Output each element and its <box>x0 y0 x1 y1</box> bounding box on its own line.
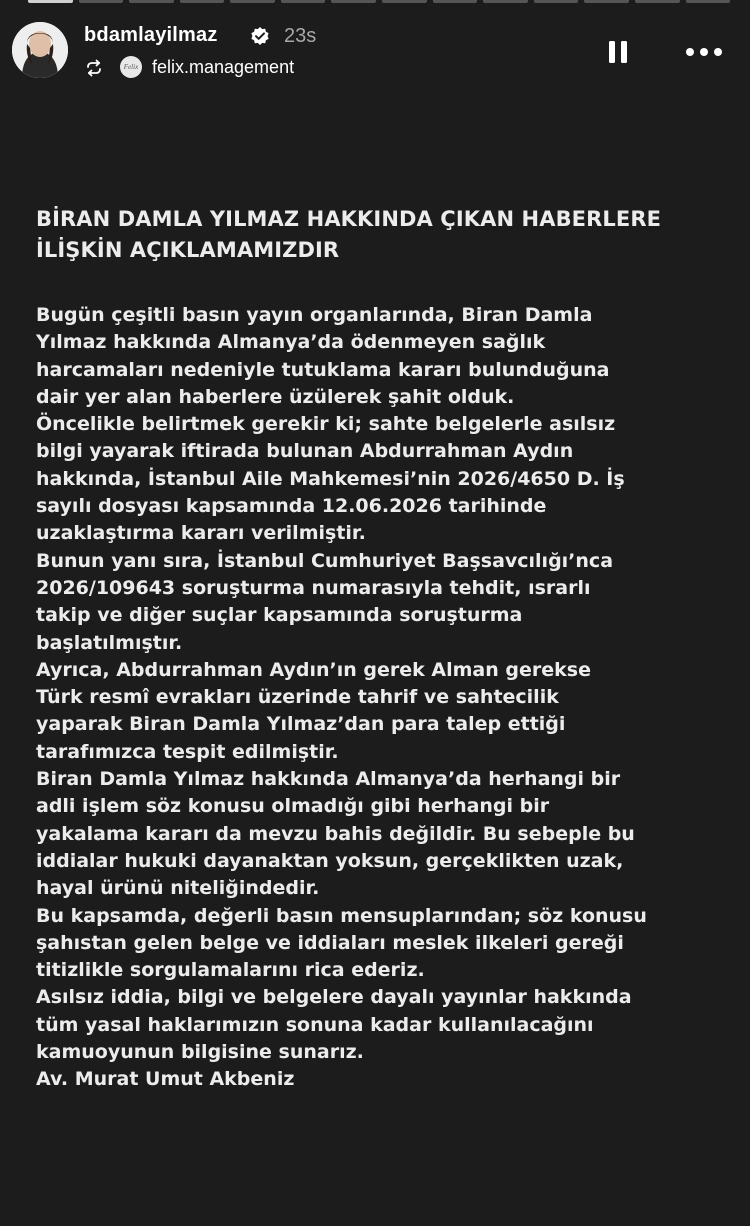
statement-line: Asılsız iddia, bilgi ve belgelere dayalı yayınlar hakkında <box>36 986 632 1009</box>
partner-account-link[interactable]: felix.management <box>152 57 295 77</box>
post-time: 23s <box>284 25 317 47</box>
statement-line: bilgi yayarak iftirada bulunan Abdurrahman Aydın <box>36 440 574 463</box>
statement-line: yaparak Biran Damla Yılmaz’dan para talep ettiği <box>36 713 566 736</box>
statement-line: uzaklaştırma kararı verilmiştir. <box>36 522 366 545</box>
statement-line: başlatılmıştır. <box>36 631 183 654</box>
statement-line: sayılı dosyası kapsamında 12.06.2026 tarihinde <box>36 495 547 518</box>
statement-signature: Av. Murat Umut Akbeniz <box>36 1068 295 1091</box>
statement-line: tüm yasal haklarımızın sonuna kadar kullanılacağını <box>36 1013 594 1036</box>
progress-segment <box>331 0 376 3</box>
statement-line: Bu kapsamda, değerli basın mensuplarından; söz konusu <box>36 904 647 927</box>
more-options-icon[interactable] <box>684 44 724 60</box>
statement-title <box>36 204 726 266</box>
statement-content <box>36 204 726 1094</box>
statement-line: dair yer alan haberlere üzülerek şahit olduk. <box>36 385 515 408</box>
progress-segment <box>129 0 174 3</box>
progress-segment <box>28 0 73 3</box>
progress-segment <box>230 0 275 3</box>
statement-line: kamuoyunun bilgisine sunarız. <box>36 1041 364 1064</box>
partner-logo[interactable]: Felix <box>120 56 142 78</box>
profile-avatar[interactable] <box>12 22 68 78</box>
progress-segment <box>686 0 731 3</box>
statement-line: hayal ürünü niteliğindedir. <box>36 877 320 900</box>
statement-line: 2026/109643 soruşturma numarasıyla tehdit, ısrarlı <box>36 576 591 599</box>
statement-line: titizlikle sorgulamalarını rica ederiz. <box>36 959 425 982</box>
pause-icon[interactable] <box>606 38 630 66</box>
progress-segment <box>79 0 124 3</box>
repost-icon <box>84 58 104 78</box>
progress-segment <box>382 0 427 3</box>
avatar-image <box>12 22 68 78</box>
statement-line: Bugün çeşitli basın yayın organlarında, Biran Damla <box>36 304 593 326</box>
statement-line: hakkında, İstanbul Aile Mahkemesi’nin 2026/4650 D. İş <box>36 467 625 490</box>
verified-badge-icon <box>250 26 270 46</box>
statement-line: harcamaları nedeniyle tutuklama kararı bulunduğuna <box>36 358 610 381</box>
statement-line: Ayrıca, Abdurrahman Aydın’ın gerek Alman gerekse <box>36 658 591 681</box>
progress-segment <box>584 0 629 3</box>
statement-line: Biran Damla Yılmaz hakkında Almanya’da herhangi bir <box>36 768 621 791</box>
progress-segment <box>635 0 680 3</box>
progress-segment <box>281 0 326 3</box>
progress-segment <box>180 0 225 3</box>
username[interactable]: bdamlayilmaz <box>84 24 218 46</box>
story-progress-bar <box>28 0 730 4</box>
statement-line: iddialar hukuki dayanaktan yoksun, gerçeklikten uzak, <box>36 849 624 872</box>
statement-line: şahıstan gelen belge ve iddiaları meslek ilkeleri gereği <box>36 931 624 954</box>
statement-line: Yılmaz hakkında Almanya’da ödenmeyen sağlık <box>36 331 546 354</box>
statement-line: Öncelikle belirtmek gerekir ki; sahte belgelerle asılsız <box>36 413 616 436</box>
statement-line: tarafımızca tespit edilmiştir. <box>36 740 339 763</box>
statement-line: Bunun yanı sıra, İstanbul Cumhuriyet Başsavcılığı’nca <box>36 549 614 572</box>
statement-line: yakalama kararı da mevzu bahis değildir. Bu sebeple bu <box>36 822 635 845</box>
progress-segment <box>483 0 528 3</box>
statement-title-line: İLİŞKİN AÇIKLAMAMIZDIR <box>36 238 340 262</box>
story-header <box>10 18 730 82</box>
progress-segment <box>433 0 478 3</box>
statement-title-line: BİRAN DAMLA YILMAZ HAKKINDA ÇIKAN HABERLERE <box>36 207 662 231</box>
statement-line: takip ve diğer suçlar kapsamında soruşturma <box>36 604 523 627</box>
statement-line: Türk resmî evrakları üzerinde tahrif ve sahtecilik <box>36 686 559 709</box>
statement-body <box>36 302 726 1066</box>
statement-line: adli işlem söz konusu olmadığı gibi herhangi bir <box>36 795 550 818</box>
progress-segment <box>534 0 579 3</box>
